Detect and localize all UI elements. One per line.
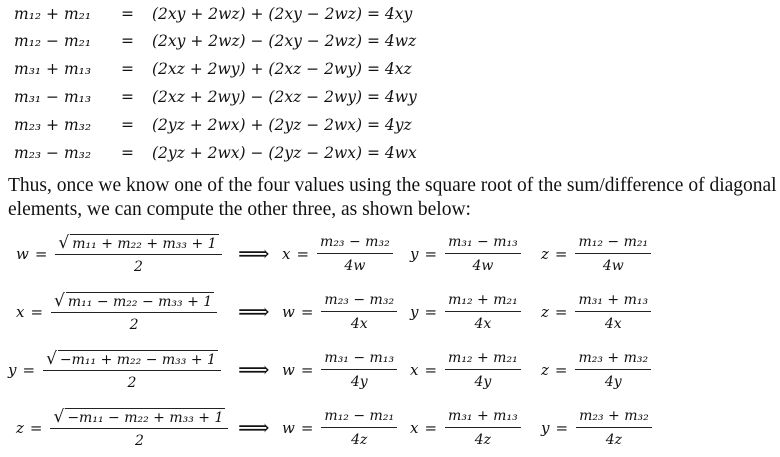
fraction-denominator: 4y: [350, 374, 368, 390]
radicand: m₁₁ − m₂₂ − m₃₃ + 1: [67, 293, 213, 310]
equals-sign: =: [34, 245, 48, 263]
fraction: [575, 292, 651, 332]
equals-sign: =: [300, 361, 314, 379]
fraction-numerator: [55, 234, 221, 255]
identity-rhs: (2xy + 2wz) − (2xy − 2wz) = 4wz: [152, 32, 417, 50]
formula-variable: y: [541, 419, 550, 437]
formula-variable: z: [541, 245, 549, 263]
identity-equals: =: [121, 88, 134, 106]
identity-lhs: m₃₁ + m₁₃: [14, 60, 92, 78]
formula-variable: y: [410, 303, 419, 321]
sqrt-icon: √: [54, 290, 65, 311]
equals-sign: =: [554, 303, 568, 321]
derived-formula: [410, 341, 521, 399]
identity-row: [0, 84, 780, 110]
formula-variable: x: [16, 303, 25, 321]
equals-sign: =: [554, 245, 568, 263]
implies-icon: ⟹: [238, 299, 270, 325]
formula-variable: w: [282, 361, 295, 379]
equals-sign: =: [300, 419, 314, 437]
formula-row: [0, 283, 780, 341]
fraction: [317, 234, 393, 274]
fraction-numerator: [51, 292, 217, 313]
fraction-numerator: [43, 350, 221, 371]
formula-variable: z: [541, 303, 549, 321]
formula-main: [16, 399, 228, 457]
fraction-denominator: 4y: [604, 374, 622, 390]
square-root: [54, 292, 214, 310]
fraction-denominator: 2: [129, 316, 139, 333]
derived-formula: [541, 225, 651, 283]
formula-variable: w: [282, 419, 295, 437]
equals-sign: =: [300, 303, 314, 321]
formula-variable: x: [410, 361, 419, 379]
square-root: [58, 234, 218, 252]
sqrt-fraction: [50, 408, 228, 449]
formula-row: [0, 399, 780, 457]
fraction: [321, 292, 397, 332]
fraction-denominator: 2: [134, 258, 143, 275]
fraction-denominator: 4w: [344, 258, 366, 274]
identity-row: [0, 140, 780, 166]
fraction-denominator: 4x: [474, 316, 492, 332]
identity-rhs: (2xz + 2wy) + (2xz − 2wy) = 4xz: [152, 60, 412, 78]
sqrt-icon: √: [53, 406, 65, 427]
identity-lhs: m₃₁ − m₁₃: [14, 88, 92, 106]
identity-lhs: m₂₃ + m₃₂: [14, 116, 92, 134]
fraction-numerator: m₁₂ − m₂₁: [321, 408, 397, 428]
fraction: [445, 350, 521, 390]
square-root: [46, 350, 218, 368]
equals-sign: =: [424, 303, 438, 321]
derived-formula: [282, 283, 397, 341]
fraction-numerator: m₁₂ + m₂₁: [445, 292, 521, 312]
formula-row: [0, 225, 780, 283]
fraction-numerator: m₃₁ + m₁₃: [575, 292, 651, 312]
identity-row: [0, 56, 780, 82]
fraction-numerator: m₁₂ + m₂₁: [445, 350, 521, 370]
derived-formula: [410, 399, 521, 457]
identity-lhs: m₁₂ + m₂₁: [14, 5, 92, 23]
implies-arrow: [238, 399, 270, 457]
fraction-numerator: m₂₃ − m₃₂: [317, 234, 393, 254]
identity-rhs: (2xy + 2wz) + (2xy − 2wz) = 4xy: [152, 5, 413, 23]
radicand: −m₁₁ − m₂₂ + m₃₃ + 1: [67, 409, 224, 426]
fraction-numerator: m₃₁ − m₁₃: [445, 234, 521, 254]
formula-variable: z: [16, 419, 24, 437]
identity-row: [0, 112, 780, 138]
identity-rhs: (2yz + 2wx) − (2yz − 2wx) = 4wx: [152, 144, 417, 162]
implies-arrow: [238, 341, 270, 399]
formula-variable: y: [8, 361, 17, 379]
fraction-denominator: 4z: [474, 432, 492, 448]
fraction: [321, 408, 397, 448]
derived-formula: [541, 399, 652, 457]
fraction: [576, 408, 652, 448]
implies-icon: ⟹: [238, 357, 270, 383]
formula-variable: w: [16, 245, 29, 263]
equals-sign: =: [30, 303, 44, 321]
formula-main: [16, 225, 222, 283]
derived-formula: [282, 341, 397, 399]
formula-variable: x: [410, 419, 419, 437]
implies-arrow: [238, 225, 270, 283]
identity-equals: =: [121, 144, 134, 162]
fraction: [445, 292, 521, 332]
identity-equals: =: [121, 32, 134, 50]
formula-variable: y: [410, 245, 419, 263]
equals-sign: =: [22, 361, 36, 379]
fraction: [445, 408, 521, 448]
sqrt-icon: √: [58, 232, 70, 253]
identity-rhs: (2yz + 2wx) + (2yz − 2wx) = 4yz: [152, 116, 412, 134]
fraction: [575, 350, 651, 390]
formula-row: [0, 341, 780, 399]
formula-main: [8, 341, 221, 399]
equals-sign: =: [424, 419, 438, 437]
derived-formula: [282, 399, 397, 457]
radicand: m₁₁ + m₂₂ + m₃₃ + 1: [72, 235, 217, 252]
identity-equals: =: [121, 5, 134, 23]
fraction-denominator: 4w: [602, 258, 624, 274]
formula-variable: z: [541, 361, 549, 379]
equals-sign: =: [424, 245, 438, 263]
identity-lhs: m₂₃ − m₃₂: [14, 144, 92, 162]
equals-sign: =: [555, 419, 569, 437]
implies-icon: ⟹: [238, 415, 270, 441]
fraction-numerator: m₁₂ − m₂₁: [575, 234, 651, 254]
radicand: −m₁₁ + m₂₂ − m₃₃ + 1: [59, 351, 216, 368]
fraction-denominator: 4x: [604, 316, 622, 332]
fraction-denominator: 2: [127, 374, 137, 391]
explanation-paragraph: Thus, once we know one of the four values using the square root of the sum/difference of diagonal elements, we can compute the other three, as shown below:: [8, 175, 777, 220]
sqrt-fraction: [55, 234, 221, 275]
equals-sign: =: [29, 419, 43, 437]
identity-lhs: m₁₂ − m₂₁: [14, 32, 92, 50]
identity-row: [0, 1, 780, 27]
fraction-numerator: m₂₃ − m₃₂: [321, 292, 397, 312]
derived-formula: [410, 225, 521, 283]
implies-arrow: [238, 283, 270, 341]
fraction-numerator: m₃₁ + m₁₃: [445, 408, 521, 428]
identity-rhs: (2xz + 2wy) − (2xz − 2wy) = 4wy: [152, 88, 417, 106]
sqrt-fraction: [51, 292, 217, 333]
derived-formula: [282, 225, 393, 283]
identity-equals: =: [121, 116, 134, 134]
equals-sign: =: [424, 361, 438, 379]
derived-formula: [410, 283, 521, 341]
fraction-numerator: [50, 408, 228, 429]
fraction-denominator: 4y: [474, 374, 492, 390]
equals-sign: =: [554, 361, 568, 379]
fraction-denominator: 4w: [472, 258, 494, 274]
identity-equals: =: [121, 60, 134, 78]
equals-sign: =: [296, 245, 310, 263]
square-root: [53, 408, 225, 426]
formula-variable: x: [282, 245, 291, 263]
fraction-numerator: m₂₃ + m₃₂: [575, 350, 651, 370]
fraction: [575, 234, 651, 274]
fraction-numerator: m₂₃ + m₃₂: [576, 408, 652, 428]
sqrt-fraction: [43, 350, 221, 391]
implies-icon: ⟹: [238, 241, 270, 267]
fraction: [321, 350, 397, 390]
formula-variable: w: [282, 303, 295, 321]
sqrt-icon: √: [46, 348, 57, 369]
derived-formula: [541, 283, 651, 341]
identity-row: [0, 28, 780, 54]
fraction-denominator: 4z: [351, 432, 368, 448]
fraction-denominator: 4z: [605, 432, 623, 448]
fraction-denominator: 2: [134, 432, 144, 449]
fraction: [445, 234, 521, 274]
fraction-denominator: 4x: [350, 316, 368, 332]
fraction-numerator: m₃₁ − m₁₃: [321, 350, 397, 370]
formula-main: [16, 283, 217, 341]
derived-formula: [541, 341, 651, 399]
